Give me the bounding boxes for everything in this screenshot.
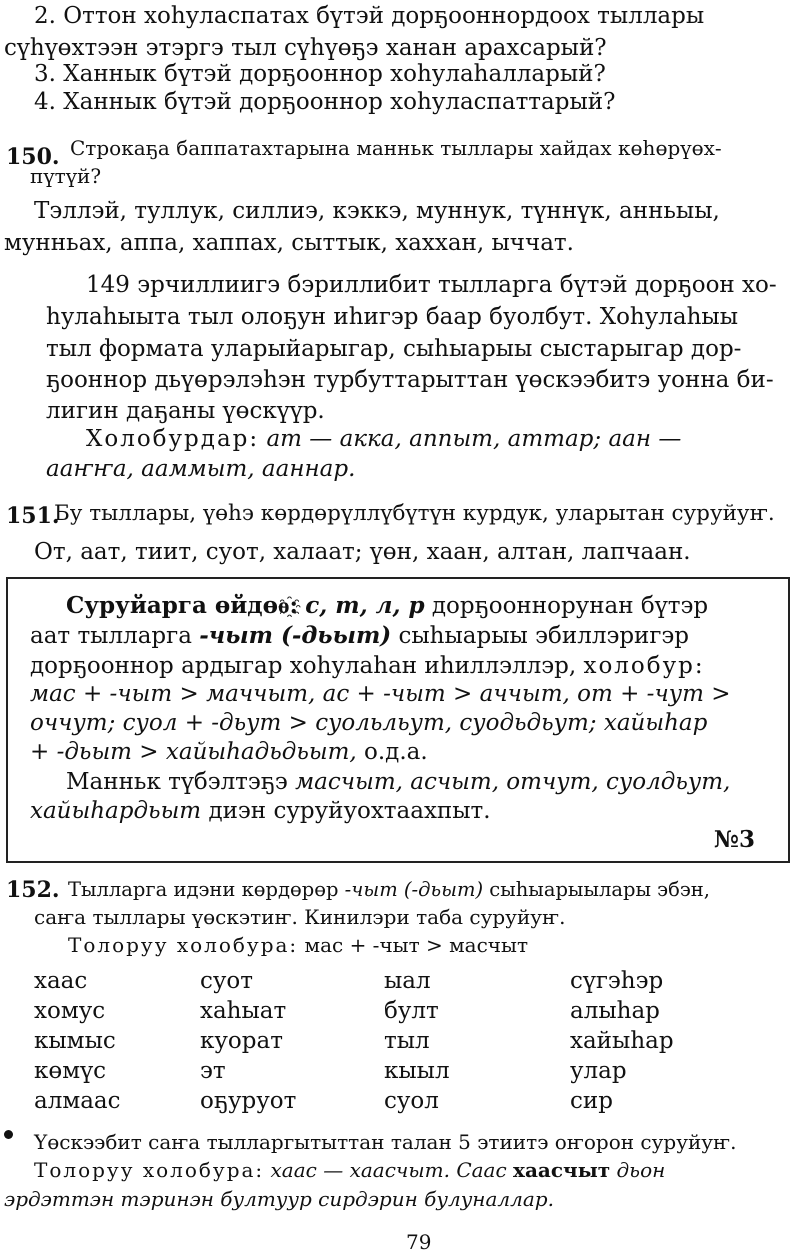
rulebox-line2-a: аат тылларга — [30, 623, 192, 649]
rule-149-line4: ҕооннор дьүөрэлэһэн турбуттарыттан үөскээбитэ уонна би- — [46, 367, 774, 393]
question-2-line1: 2. Оттон хоһуласпатах бүтэй дорҕооннордоох тыллары — [34, 3, 705, 29]
rule-149-line1: 149 эрчиллиигэ бэриллибит тылларга бүтэй дорҕоон хо- — [86, 272, 777, 298]
rulebox-line8 — [30, 797, 491, 825]
bullet-task-line1: Үөскээбит саҥа тылларгытыттан талан 5 этиитэ оҥорон суруйуҥ. — [34, 1130, 737, 1154]
bullet-icon — [4, 1130, 13, 1139]
exercise-152-number: 152. — [6, 877, 60, 903]
list-item: хомус — [34, 998, 106, 1024]
rulebox-line3 — [30, 652, 705, 680]
list-item: кыыл — [384, 1058, 450, 1084]
word-column-1 — [34, 966, 121, 1116]
list-item: суот — [200, 968, 253, 994]
rule-149-line3: тыл формата уларыйарыгар, сыһыарыы сыстарыгар дор- — [46, 336, 742, 362]
rule-149-examples-text: ат — акка, аппыт, аттар; аан — — [266, 426, 682, 452]
page-number: 79 — [406, 1230, 432, 1254]
bullet-task-line3: эрдэттэн тэринэн бултуур сирдэрин булуналлар. — [4, 1187, 554, 1211]
rulebox-line1 — [66, 592, 708, 620]
list-item: алыһар — [570, 998, 660, 1024]
list-item: сир — [570, 1088, 613, 1114]
exercise-150-words-line1: Тэллэй, туллук, силлиэ, кэккэ, муннук, түннүк, анньыы, — [34, 198, 720, 224]
list-item: хайыһар — [570, 1028, 674, 1054]
rule-149-examples-line1 — [86, 425, 681, 453]
rulebox-line7-b: масчыт, асчыт, отчут, суолдьут, — [295, 769, 731, 795]
list-item: хаас — [34, 968, 88, 994]
rulebox-suffix: -чыт (-дьыт) — [199, 622, 392, 649]
question-4: 4. Ханнык бүтэй дорҕооннор хоһуласпаттарый? — [34, 89, 616, 115]
bullet-task-example-label: Толоруу холобура: — [34, 1158, 265, 1182]
exercise-152-example-value: мас + -чыт > масчыт — [304, 933, 529, 957]
bullet-task-line2-end: дьон — [616, 1158, 666, 1182]
bullet-task-line2 — [34, 1156, 665, 1184]
list-item: хаһыат — [200, 998, 287, 1024]
rulebox-line2 — [30, 622, 689, 650]
rulebox-line8-a: хайыһардьыт — [30, 798, 202, 824]
rulebox-line6 — [30, 738, 428, 766]
exercise-151-number: 151. — [6, 503, 60, 529]
list-item: булт — [384, 998, 439, 1024]
rulebox-line1-rest: дорҕооннорунан бүтэр — [431, 593, 709, 619]
rulebox-line3-b: холобур: — [583, 653, 705, 679]
exercise-152-prompt-line1 — [68, 876, 710, 904]
list-item: ыал — [384, 968, 431, 994]
list-item: куорат — [200, 1028, 283, 1054]
list-item: улар — [570, 1058, 627, 1084]
rule-149-line2: һулаһыыта тыл олоҕун иһигэр баар буолбут. Хоһулаһыы — [46, 304, 739, 330]
exercise-152-prompt-line2: саҥа тыллары үөскэтиҥ. Кинилэри таба суруйуҥ. — [34, 905, 566, 929]
rulebox-line4: мас + -чыт > маччыт, ас + -чыт > аччыт, от + -чут > — [30, 681, 731, 707]
rulebox-line5: оччут; суол + -дьут > суольльут, суодьдьут; хайыһар — [30, 710, 708, 736]
rulebox-line7-a: Манньк түбэлтэҕэ — [66, 769, 288, 795]
word-column-3 — [384, 966, 450, 1116]
rulebox-line2-b: сыһыарыы эбиллэригэр — [398, 623, 690, 649]
exercise-152-prompt-a: Тылларга идэни көрдөрөр — [68, 878, 339, 901]
rule-149-line5: лигин даҕаны үөскүүр. — [46, 398, 325, 424]
question-3: 3. Ханнык бүтэй дорҕооннор хоһулаһалларый? — [34, 61, 606, 87]
exercise-152-example-label: Толоруу холобура: — [68, 933, 299, 957]
question-2-line2: сүһүөхтээн этэргэ тыл сүһүөҕэ ханан арахсарый? — [4, 35, 607, 61]
exercise-152-example — [68, 931, 528, 959]
exercise-151-words: От, аат, тиит, суот, халаат; үөн, хаан, алтан, лапчаан. — [34, 539, 691, 565]
rulebox-badge: №3 — [714, 826, 756, 853]
rulebox-line6-b: о.д.а. — [364, 739, 428, 765]
exercise-152-prompt-c: сыһыарыылары эбэн, — [489, 878, 710, 901]
rulebox-line3-a: дорҕооннор ардыгар хоһулаһан иһиллэллэр, — [30, 653, 577, 679]
rulebox-line7 — [66, 768, 730, 796]
list-item: оҕуруот — [200, 1088, 297, 1114]
rulebox-line8-b: диэн суруйуохтаахпыт. — [208, 798, 491, 824]
bullet-task-line2-bold: хаасчыт — [513, 1158, 611, 1182]
rule-149-examples-line2: ааҥҥа, ааммыт, ааннар. — [46, 456, 356, 482]
exercise-151-prompt: Бу тыллары, үөһэ көрдөрүллүбүтүн курдук, уларытан суруйуҥ. — [54, 501, 775, 526]
list-item: эт — [200, 1058, 226, 1084]
list-item: суол — [384, 1088, 439, 1114]
list-item: кымыс — [34, 1028, 116, 1054]
exercise-150-prompt-line2: пүтүй? — [30, 164, 102, 188]
exercise-152-prompt-suffix: -чыт (-дьыт) — [344, 878, 484, 901]
exercise-150-words-line2: мунньах, аппа, хаппах, сыттык, хаххан, ыччат. — [4, 230, 574, 256]
bullet-task-line2-text: хаас — хаасчыт. Саас — [270, 1158, 507, 1182]
rulebox-title: Суруйарга өйдөө҈: — [66, 592, 298, 619]
list-item: алмаас — [34, 1088, 121, 1114]
word-column-2 — [200, 966, 296, 1116]
exercise-150-number: 150. — [6, 144, 60, 170]
list-item: көмүс — [34, 1058, 106, 1084]
rulebox-line6-a: + -дьыт > хайыһадьдьыт, — [30, 739, 357, 765]
rule-149-examples-label: Холобурдар: — [86, 426, 260, 452]
rulebox-letters: с, т, л, р — [305, 592, 425, 619]
list-item: сүгэһэр — [570, 968, 664, 994]
list-item: тыл — [384, 1028, 430, 1054]
exercise-150-prompt-line1: Строкаҕа баппатахтарына манньк тыллары хайдах көһөрүөх- — [70, 136, 722, 160]
word-column-4 — [570, 966, 674, 1116]
